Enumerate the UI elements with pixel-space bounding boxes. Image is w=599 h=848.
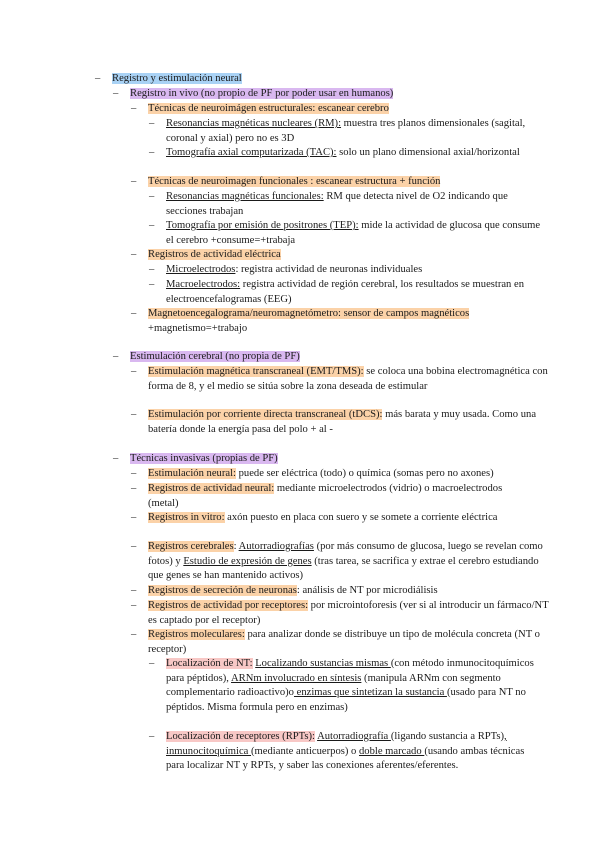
description: RM que detecta nivel de O2 indicando que secciones trabajan [166,191,508,217]
description: registra actividad de región cerebral, los resultados se muestran en electroencefalogramas (EEG) [166,279,525,305]
term: Registros de actividad neural: [148,483,275,494]
list-item [131,584,555,599]
bullet-dash: – [131,483,137,494]
topic-heading: Técnicas de neuroimágen estructurales: escanear cerebro [148,103,389,114]
list-item [113,87,555,102]
description: (manipula ARNm con segmento complementario radioactivo)o [166,672,501,698]
term-underlined: , inmunocitoquímica [166,731,507,757]
bullet-dash: – [149,731,155,742]
list-item [131,467,555,482]
topic-heading: Magnetoencegalograma/neuromagnetómetro: sensor de campos magnéticos [148,308,470,319]
bullet-dash: – [131,629,137,640]
term-underlined: Autorradiografías [238,541,314,552]
bullet-dash: – [113,351,119,362]
description: mide la actividad de glucosa que consume el cerebro +consume=+trabaja [166,220,541,246]
term: Estimulación magnética transcraneal (EMT/TMS): [148,366,364,377]
bullet-dash: – [149,147,155,158]
list-item [149,117,544,146]
description: : registra actividad de neuronas individuales [235,264,423,275]
term: Registros de actividad por receptores: [148,600,309,611]
term-underlined: Estudio de expresión de genes [183,555,312,567]
term: Estimulación neural: [148,468,236,479]
term: Registros moleculares: [148,629,245,640]
bullet-dash: – [131,366,137,377]
list-item [149,146,544,161]
list-item [131,248,555,263]
topic-heading: Registros de actividad eléctrica [148,249,281,260]
term: Localización de receptores (RPTs): [166,731,315,742]
bullet-dash: – [131,468,137,479]
description: (usando ambas técnicas para localizar NT y RPTs, y saber las conexiones aferentes/eferentes. [166,745,525,771]
list-item [149,730,544,774]
term: Microelectrodos [166,264,236,275]
description: (usado para NT no péptidos. Misma formula pero en enzimas) [166,687,526,713]
description: +magnetismo=+trabajo [148,322,248,334]
term: Localización de NT: [166,658,253,669]
term: Registros cerebrales [148,541,234,552]
term: Tomografía axial computarizada (TAC): [166,147,337,158]
bullet-dash: – [131,308,137,319]
bullet-dash: – [131,176,137,187]
description: (mediante anticuerpos) o [251,745,359,757]
list-item [113,452,555,467]
term-underlined: ARNm involucrado en síntesis [231,672,362,684]
description: : análisis de NT por microdiálisis [296,585,438,596]
term: Macroelectrodos: [166,279,241,290]
list-item [131,540,555,584]
term-underlined: Autorradiografía [317,731,391,742]
list-item [149,219,544,248]
description: (ligando sustancia a RPTs) [390,731,505,742]
term-underlined: enzimas que sintetizan la sustancia [293,687,447,698]
description: (con método inmunocitoquímicos para péptidos), [166,658,534,684]
bullet-dash: – [149,264,155,275]
subsection-heading: Estimulación cerebral (no propia de PF) [130,351,300,362]
list-item [131,102,555,117]
list-item [131,482,511,511]
bullet-dash: – [113,453,119,464]
list-item [131,175,555,190]
term: Resonancias magnéticas funcionales: [166,191,324,202]
bullet-dash: – [131,103,137,114]
description: (tras tarea, se sacrifica y extrae el cerebro estudiando que genes se han mantenido activos) [148,555,539,581]
bullet-dash: – [131,585,137,596]
bullet-dash: – [149,658,155,669]
description: muestra tres planos dimensionales (sagital, coronal y axial) pero no es 3D [166,118,526,144]
list-item [113,350,555,365]
term: Tomografía por emisión de positrones (TEP): [166,220,359,231]
description: mediante microelectrodos (vidrio) o macroelectrodos (metal) [148,483,503,509]
bullet-dash: – [149,220,155,231]
section-heading: Registro y estimulación neural [112,73,242,84]
term-underlined: Localizando sustancias mismas [255,658,391,669]
term: Registros de secreción de neuronas [148,585,297,596]
list-item [131,628,555,657]
bullet-dash: – [131,600,137,611]
list-item [149,657,544,715]
bullet-dash: – [149,191,155,202]
description: puede ser eléctrica (todo) o química (somas pero no axones) [235,468,494,479]
subsection-heading: Técnicas invasivas (propias de PF) [130,453,278,464]
description: (por más consumo de glucosa, luego se revelan como fotos) y [148,541,543,567]
term: Estimulación por corriente directa transcraneal (tDCS): [148,409,383,420]
list-item [149,278,544,307]
list-item [131,408,555,437]
bullet-dash: – [131,512,137,523]
description: para analizar donde se distribuye un tipo de molécula concreta (NT o receptor) [148,629,540,655]
bullet-dash: – [131,541,137,552]
term: Registros in vitro: [148,512,225,523]
list-item [131,307,555,336]
list-item [95,72,555,87]
list-item [131,365,555,394]
bullet-dash: – [113,88,119,99]
bullet-dash: – [149,279,155,290]
description: : [233,541,239,552]
description: se coloca una bobina electromagnética con forma de 8, y el medio se sitúa sobre la zona deseada de estimular [148,366,548,392]
term: Resonancias magnéticas nucleares (RM): [166,118,342,129]
topic-heading: Técnicas de neuroimagen funcionales : escanear estructura + función [148,176,441,187]
description: axón puesto en placa con suero y se somete a corriente eléctrica [224,512,498,523]
description: solo un plano dimensional axial/horizontal [336,147,520,158]
bullet-dash: – [131,249,137,260]
list-item [149,190,544,219]
list-item [131,511,555,526]
bullet-dash: – [95,73,101,84]
list-item [149,263,544,278]
bullet-dash: – [131,409,137,420]
bullet-dash: – [149,118,155,129]
description: más barata y muy usada. Como una batería donde la energía pasa del polo + al - [148,409,537,435]
description: por microintoforesis (ver si al introducir un fármaco/NT es captado por el receptor) [148,600,549,626]
subsection-heading: Registro in vivo (no propio de PF por poder usar en humanos) [130,88,394,99]
list-item [131,599,555,628]
term-underlined: doble marcado [359,745,425,757]
